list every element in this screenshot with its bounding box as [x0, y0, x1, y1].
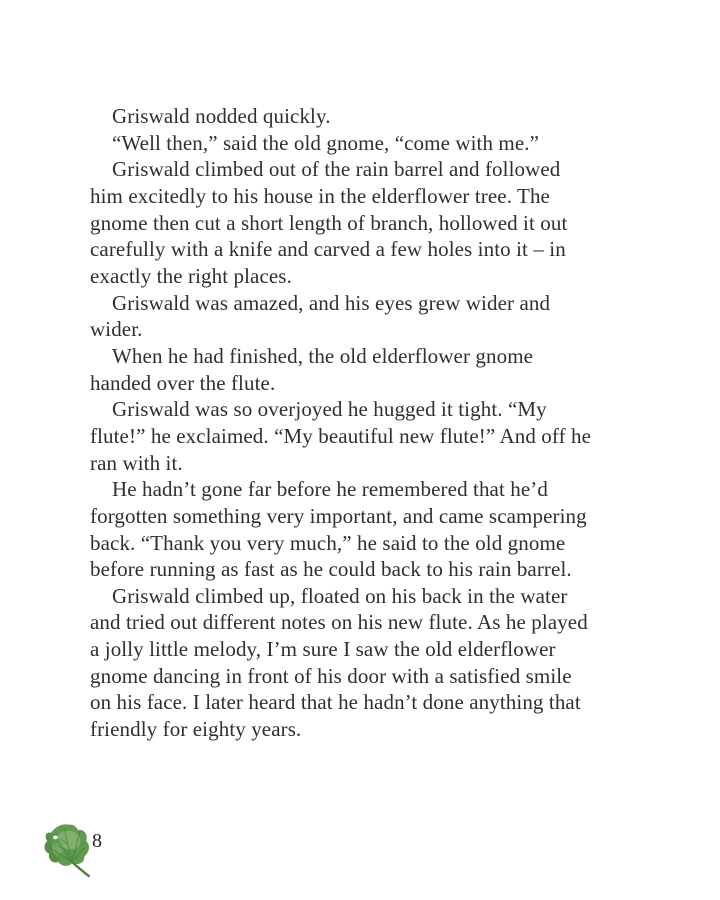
paragraph — [90, 290, 650, 343]
text-line: exactly the right places. — [90, 263, 292, 288]
paragraph — [90, 396, 650, 476]
text-line: Griswald was amazed, and his eyes grew wider and — [112, 290, 551, 315]
paragraph — [90, 156, 650, 289]
text-line: gnome dancing in front of his door with a satisfied smile — [90, 663, 572, 688]
text-line: Griswald was so overjoyed he hugged it tight. “My — [112, 397, 547, 422]
text-line: flute!” he exclaimed. “My beautiful new flute!” And off he — [90, 423, 592, 448]
paragraph — [90, 343, 650, 396]
text-line: before running as fast as he could back to his rain barrel. — [90, 557, 572, 582]
paragraph — [90, 103, 650, 130]
text-line: him excitedly to his house in the elderflower tree. The — [90, 183, 550, 208]
text-line: ran with it. — [90, 450, 183, 475]
text-line: When he had finished, the old elderflower gnome — [112, 343, 534, 368]
text-line: back. “Thank you very much,” he said to the old gnome — [90, 530, 566, 555]
story-text — [90, 103, 650, 743]
page-footer — [0, 815, 300, 885]
text-line: Griswald climbed up, floated on his back in the water — [112, 583, 568, 608]
paragraph — [90, 476, 650, 583]
paragraph — [90, 130, 650, 157]
text-line: on his face. I later heard that he hadn’t done anything that — [90, 690, 581, 715]
page-number: 8 — [92, 830, 102, 852]
leaf-icon — [42, 821, 96, 879]
text-line: He hadn’t gone far before he remembered that he’d — [112, 477, 548, 502]
text-line: Griswald nodded quickly. — [112, 104, 331, 128]
text-line: gnome then cut a short length of branch, hollowed it out — [90, 210, 568, 235]
text-line: handed over the flute. — [90, 370, 276, 395]
text-line: and tried out different notes on his new flute. As he played — [90, 610, 588, 635]
text-line: carefully with a knife and carved a few holes into it – in — [90, 237, 566, 262]
text-line: wider. — [90, 317, 143, 342]
text-line: a jolly little melody, I’m sure I saw the old elderflower — [90, 637, 556, 662]
text-line: forgotten something very important, and came scampering — [90, 503, 587, 528]
paragraph — [90, 583, 650, 743]
text-line: friendly for eighty years. — [90, 717, 302, 742]
text-line: Griswald climbed out of the rain barrel and followed — [112, 157, 561, 182]
text-line: “Well then,” said the old gnome, “come with me.” — [112, 130, 540, 155]
